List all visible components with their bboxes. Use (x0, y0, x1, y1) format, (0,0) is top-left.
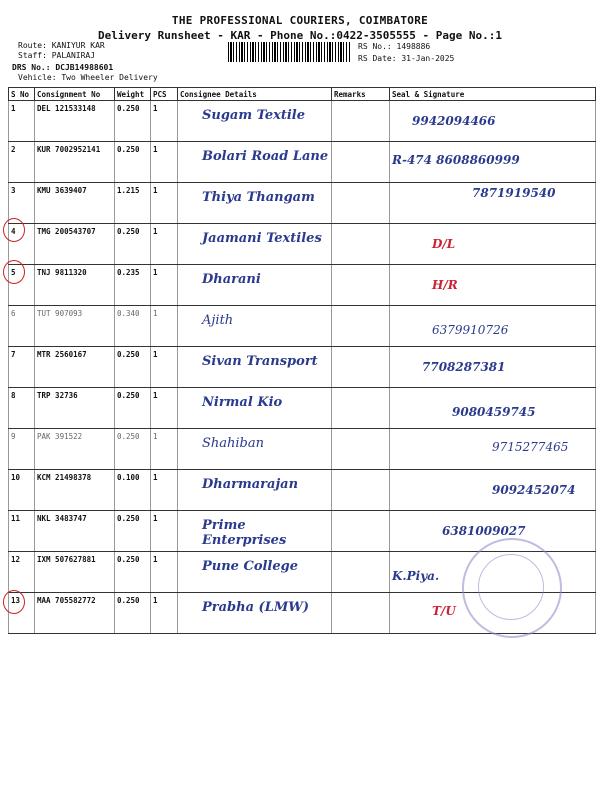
cell-sno: 9 (9, 429, 35, 470)
cell-sno: 3 (9, 183, 35, 224)
cell-consignment: DEL 121533148 (35, 101, 115, 142)
col-consignment: Consignment No (35, 88, 115, 101)
cell-sno: 5 (9, 265, 35, 306)
table-row (9, 470, 596, 511)
cell-remarks (332, 142, 390, 183)
row-4-circle-mark (3, 218, 25, 242)
col-remarks: Remarks (332, 88, 390, 101)
cell-signature (390, 142, 596, 183)
cell-signature (390, 470, 596, 511)
table-row (9, 306, 596, 347)
cell-pcs: 1 (151, 511, 178, 552)
cell-consignment: KMU 3639407 (35, 183, 115, 224)
cell-pcs: 1 (151, 183, 178, 224)
handwritten-signature: K.Piya. (392, 569, 440, 583)
table-row (9, 429, 596, 470)
cell-sno: 7 (9, 347, 35, 388)
drs-number: DRS No.: DCJB14988601 (12, 63, 114, 72)
cell-sno: 10 (9, 470, 35, 511)
cell-weight: 0.250 (115, 552, 151, 593)
cell-pcs: 1 (151, 429, 178, 470)
cell-remarks (332, 265, 390, 306)
handwritten-consignee: Pune College (202, 559, 299, 574)
cell-consignment: TMG 200543707 (35, 224, 115, 265)
cell-signature (390, 265, 596, 306)
cell-consignee (178, 306, 332, 347)
table-row (9, 183, 596, 224)
document-subtitle: Delivery Runsheet - KAR - Phone No.:0422-3505555 - Page No.:1 (98, 29, 502, 42)
cell-weight: 0.250 (115, 511, 151, 552)
cell-pcs: 1 (151, 224, 178, 265)
cell-remarks (332, 306, 390, 347)
handwritten-signature: 6381009027 (442, 524, 526, 538)
cell-signature (390, 429, 596, 470)
cell-pcs: 1 (151, 593, 178, 634)
cell-consignee (178, 142, 332, 183)
table-row (9, 347, 596, 388)
cell-weight: 0.250 (115, 429, 151, 470)
cell-consignee (178, 470, 332, 511)
cell-sno: 11 (9, 511, 35, 552)
table-row (9, 101, 596, 142)
col-pcs: PCS (151, 88, 178, 101)
route-label: Route: KANIYUR KAR (18, 41, 105, 50)
table-header-row (9, 88, 596, 101)
cell-consignment: MAA 705582772 (35, 593, 115, 634)
handwritten-signature: R-474 8608860999 (392, 153, 520, 167)
handwritten-signature: 9942094466 (412, 114, 496, 128)
handwritten-consignee: Nirmal Kio (202, 395, 283, 410)
cell-weight: 0.250 (115, 224, 151, 265)
cell-consignment: NKL 3483747 (35, 511, 115, 552)
handwritten-consignee: Ajith (202, 313, 234, 328)
handwritten-consignee: Dharmarajan (202, 477, 299, 492)
cell-weight: 0.250 (115, 142, 151, 183)
cell-consignee (178, 429, 332, 470)
staff-label: Staff: PALANIRAJ (18, 51, 96, 60)
cell-weight: 0.250 (115, 347, 151, 388)
cell-weight: 0.250 (115, 593, 151, 634)
cell-consignment: MTR 2560167 (35, 347, 115, 388)
cell-remarks (332, 224, 390, 265)
cell-sno: 12 (9, 552, 35, 593)
cell-pcs: 1 (151, 142, 178, 183)
cell-consignment: KCM 21498378 (35, 470, 115, 511)
handwritten-consignee: Dharani (202, 272, 261, 287)
cell-consignment: TNJ 9811320 (35, 265, 115, 306)
cell-sno: 2 (9, 142, 35, 183)
cell-consignee (178, 224, 332, 265)
cell-weight: 0.100 (115, 470, 151, 511)
cell-signature (390, 388, 596, 429)
cell-pcs: 1 (151, 265, 178, 306)
table-row (9, 388, 596, 429)
cell-sno: 13 (9, 593, 35, 634)
cell-consignee (178, 388, 332, 429)
col-sno: S No (9, 88, 35, 101)
cell-remarks (332, 593, 390, 634)
cell-sno: 1 (9, 101, 35, 142)
handwritten-consignee: Prabha (LMW) (202, 600, 309, 615)
cell-pcs: 1 (151, 347, 178, 388)
cell-pcs: 1 (151, 388, 178, 429)
cell-consignee (178, 347, 332, 388)
cell-pcs: 1 (151, 470, 178, 511)
handwritten-consignee: Sivan Transport (202, 354, 318, 369)
handwritten-signature: 7708287381 (422, 360, 506, 374)
handwritten-consignee: Prime Enterprises (202, 518, 287, 548)
handwritten-remark: H/R (432, 278, 458, 292)
handwritten-signature: 9092452074 (492, 483, 576, 497)
cell-weight: 0.250 (115, 388, 151, 429)
cell-consignee (178, 593, 332, 634)
table-row (9, 265, 596, 306)
cell-consignee (178, 265, 332, 306)
cell-signature (390, 347, 596, 388)
cell-remarks (332, 470, 390, 511)
document-title: THE PROFESSIONAL COURIERS, COIMBATORE (171, 14, 429, 27)
cell-remarks (332, 183, 390, 224)
cell-consignment: PAK 391522 (35, 429, 115, 470)
cell-consignment: TUT 907093 (35, 306, 115, 347)
handwritten-consignee: Sugam Textile (202, 108, 305, 123)
cell-consignee (178, 511, 332, 552)
cell-remarks (332, 101, 390, 142)
cell-remarks (332, 388, 390, 429)
cell-weight: 0.340 (115, 306, 151, 347)
handwritten-signature: 6379910726 (432, 323, 509, 337)
table-row (9, 142, 596, 183)
row-5-circle-mark (3, 260, 25, 284)
cell-consignee (178, 552, 332, 593)
company-stamp-seal (462, 538, 562, 638)
cell-signature (390, 183, 596, 224)
cell-remarks (332, 552, 390, 593)
cell-consignment: TRP 32736 (35, 388, 115, 429)
cell-consignment: IXM 507627881 (35, 552, 115, 593)
cell-consignee (178, 183, 332, 224)
cell-sno: 4 (9, 224, 35, 265)
cell-remarks (332, 347, 390, 388)
cell-remarks (332, 511, 390, 552)
col-weight: Weight (115, 88, 151, 101)
cell-sno: 6 (9, 306, 35, 347)
handwritten-remark: D/L (432, 237, 456, 251)
cell-pcs: 1 (151, 306, 178, 347)
cell-pcs: 1 (151, 552, 178, 593)
cell-remarks (332, 429, 390, 470)
cell-weight: 0.235 (115, 265, 151, 306)
cell-signature (390, 306, 596, 347)
handwritten-signature: 7871919540 (472, 186, 556, 200)
rs-date: RS Date: 31-Jan-2025 (358, 54, 455, 63)
cell-weight: 0.250 (115, 101, 151, 142)
handwritten-consignee: Bolari Road Lane (202, 149, 329, 164)
cell-weight: 1.215 (115, 183, 151, 224)
cell-signature (390, 101, 596, 142)
cell-pcs: 1 (151, 101, 178, 142)
barcode (228, 42, 350, 62)
table-row (9, 224, 596, 265)
rs-number: RS No.: 1498886 (358, 42, 431, 51)
cell-consignment: KUR 7002952141 (35, 142, 115, 183)
handwritten-consignee: Jaamani Textiles (202, 231, 322, 246)
handwritten-signature: 9715277465 (492, 440, 569, 454)
row-13-circle-mark (3, 590, 25, 614)
handwritten-consignee: Shahiban (202, 436, 265, 451)
handwritten-remark: T/U (432, 604, 456, 618)
vehicle-label: Vehicle: Two Wheeler Delivery (18, 73, 158, 82)
cell-sno: 8 (9, 388, 35, 429)
col-consignee: Consignee Details (178, 88, 332, 101)
cell-signature (390, 224, 596, 265)
col-signature: Seal & Signature (390, 88, 596, 101)
handwritten-consignee: Thiya Thangam (202, 190, 315, 205)
cell-consignee (178, 101, 332, 142)
handwritten-signature: 9080459745 (452, 405, 536, 419)
